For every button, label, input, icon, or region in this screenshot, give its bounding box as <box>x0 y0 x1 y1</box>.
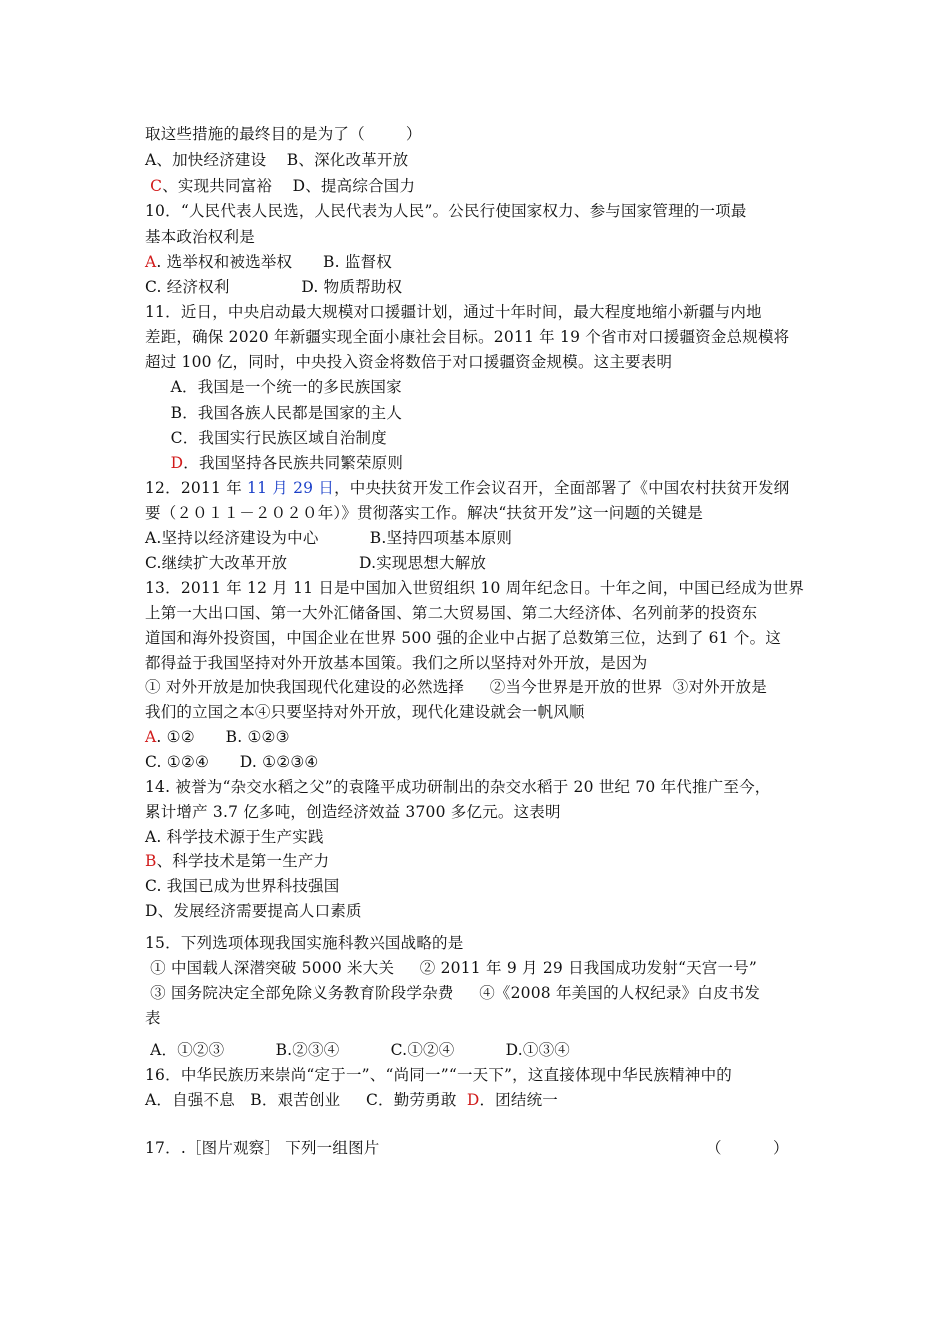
text-line-l15 <box>145 478 789 498</box>
text-line-l13 <box>145 428 387 448</box>
text-segment: 14. 被誉为“杂交水稻之父”的袁隆平成功研制出的杂交水稻于 20 世纪 70 年代推广至今， <box>145 778 771 796</box>
text-segment: 差距，确保 2020 年新疆实现全面小康社会目标。2011 年 19 个省市对口援疆资金总规模将 <box>145 328 790 346</box>
text-segment: 13．2011 年 12 月 11 日是中国加入世贸组织 10 周年纪念日。十年之间，中国已经成为世界 <box>145 579 805 597</box>
text-line-l12 <box>145 403 402 423</box>
text-segment: D <box>170 454 184 472</box>
text-line-l19 <box>145 578 804 598</box>
text-segment: （ ） <box>706 1139 789 1157</box>
text-segment: 表 <box>145 1009 161 1027</box>
text-segment: A <box>145 728 157 746</box>
text-segment: ．团结统一 <box>479 1091 558 1109</box>
text-segment: 都得益于我国坚持对外开放基本国策。我们之所以坚持对外开放，是因为 <box>145 654 648 672</box>
text-line-l01 <box>145 124 422 144</box>
text-segment: A.坚持以经济建设为中心 B.坚持四项基本原则 <box>145 529 513 547</box>
text-segment: ．我国坚持各民族共同繁荣原则 <box>183 454 404 472</box>
text-line-l02 <box>145 150 408 170</box>
text-line-l34 <box>145 958 757 978</box>
text-segment: . ①② B. ①②③ <box>156 728 290 746</box>
text-segment: D <box>466 1091 480 1109</box>
text-line-l41 <box>706 1138 789 1158</box>
text-line-l23 <box>145 677 767 697</box>
text-line-l24 <box>145 702 585 722</box>
text-segment: A. 科学技术源于生产实践 <box>145 828 324 846</box>
text-line-l21 <box>145 628 781 648</box>
text-line-l16 <box>145 503 703 523</box>
text-segment: 10．“人民代表人民选，人民代表为人民”。公民行使国家权力、参与国家管理的一项最 <box>145 202 747 220</box>
text-segment: 11．近日，中央启动最大规模对口援疆计划，通过十年时间，最大程度地缩小新疆与内地 <box>145 303 762 321</box>
text-line-l08 <box>145 302 762 322</box>
text-line-l04 <box>145 201 747 221</box>
text-segment: A <box>145 253 157 271</box>
text-line-l35 <box>145 983 760 1003</box>
text-line-l26 <box>145 752 319 772</box>
text-segment: 取这些措施的最终目的是为了（ ） <box>145 125 422 143</box>
text-line-l22 <box>145 653 647 673</box>
text-line-l09 <box>145 327 789 347</box>
text-segment: 12．2011 年 <box>145 479 248 497</box>
text-line-l18 <box>145 553 486 573</box>
text-line-l14 <box>145 453 403 473</box>
text-segment: 、实现共同富裕 D、提高综合国力 <box>162 177 416 195</box>
text-line-l03 <box>145 176 415 196</box>
text-segment: ① 中国载人深潜突破 5000 米大关 ② 2011 年 9 月 29 日我国成功发射“天宫一号” <box>145 959 758 977</box>
text-segment: 基本政治权利是 <box>145 228 255 246</box>
text-segment: 超过 100 亿，同时，中央投入资金将数倍于对口援疆资金规模。这主要表明 <box>145 353 673 371</box>
text-segment: 累计增产 3.7 亿多吨，创造经济效益 3700 多亿元。这表明 <box>145 803 561 821</box>
text-segment: ① 对外开放是加快我国现代化建设的必然选择 ②当今世界是开放的世界 ③对外开放是 <box>145 678 767 696</box>
text-segment: A．我国是一个统一的多民族国家 <box>145 378 402 396</box>
text-line-l31 <box>145 876 339 896</box>
text-segment: C <box>150 177 163 195</box>
text-segment: 我们的立国之本④只要坚持对外开放，现代化建设就会一帆风顺 <box>145 703 585 721</box>
text-line-l05 <box>145 227 255 247</box>
text-line-l37 <box>145 1040 570 1060</box>
text-segment: 11 月 29 日 <box>247 479 335 497</box>
text-segment: A．自强不息 B．艰苦创业 C．勤劳勇敢 <box>145 1091 467 1109</box>
text-segment: . 选举权和被选举权 B. 监督权 <box>156 253 392 271</box>
text-line-l07 <box>145 277 402 297</box>
text-line-l38 <box>145 1065 732 1085</box>
text-segment: C.继续扩大改革开放 D.实现思想大解放 <box>145 554 487 572</box>
text-segment: 15．下列选项体现我国实施科教兴国战略的是 <box>145 934 464 952</box>
text-segment: C. 经济权利 D. 物质帮助权 <box>145 278 403 296</box>
text-segment: C．我国实行民族区域自治制度 <box>145 429 387 447</box>
text-segment: ，中央扶贫开发工作会议召开，全面部署了《中国农村扶贫开发纲 <box>334 479 790 497</box>
text-line-l11 <box>145 377 402 397</box>
text-line-l30 <box>145 851 329 871</box>
text-segment: A．①②③ B.②③④ C.①②④ D.①③④ <box>145 1041 570 1059</box>
text-line-l29 <box>145 827 324 847</box>
text-segment: 、科学技术是第一生产力 <box>156 852 330 870</box>
text-segment: B <box>145 852 157 870</box>
text-line-l10 <box>145 352 672 372</box>
text-line-l39 <box>145 1090 558 1110</box>
text-segment: A、加快经济建设 B、深化改革开放 <box>145 151 409 169</box>
text-line-l33 <box>145 933 463 953</box>
text-line-l25 <box>145 727 290 747</box>
text-line-l40 <box>145 1138 379 1158</box>
text-line-l20 <box>145 603 757 623</box>
text-segment: B．我国各族人民都是国家的主人 <box>145 404 403 422</box>
text-line-l32 <box>145 901 362 921</box>
text-segment: 16．中华民族历来崇尚“定于一”、“尚同一”“一天下”，这直接体现中华民族精神中的 <box>145 1066 732 1084</box>
text-segment: D、发展经济需要提高人口素质 <box>145 902 362 920</box>
text-segment: C. 我国已成为世界科技强国 <box>145 877 340 895</box>
text-segment <box>145 454 171 472</box>
text-segment: 17．.［图片观察］ 下列一组图片 <box>145 1139 380 1157</box>
text-segment: 要（２０１１－２０２０年）》贯彻落实工作。解决“扶贫开发”这一问题的关键是 <box>145 504 704 522</box>
text-segment: ③ 国务院决定全部免除义务教育阶段学杂费 ④《2008 年美国的人权纪录》白皮书发 <box>145 984 761 1002</box>
text-line-l27 <box>145 777 770 797</box>
text-line-l36 <box>145 1008 161 1028</box>
text-line-l17 <box>145 528 512 548</box>
text-segment: C. ①②④ D. ①②③④ <box>145 753 319 771</box>
text-segment: 上第一大出口国、第一大外汇储备国、第二大贸易国、第二大经济体、名列前茅的投资东 <box>145 604 758 622</box>
text-line-l06 <box>145 252 392 272</box>
text-segment: 道国和海外投资国，中国企业在世界 500 强的企业中占据了总数第三位，达到了 61 个。这 <box>145 629 782 647</box>
text-line-l28 <box>145 802 561 822</box>
